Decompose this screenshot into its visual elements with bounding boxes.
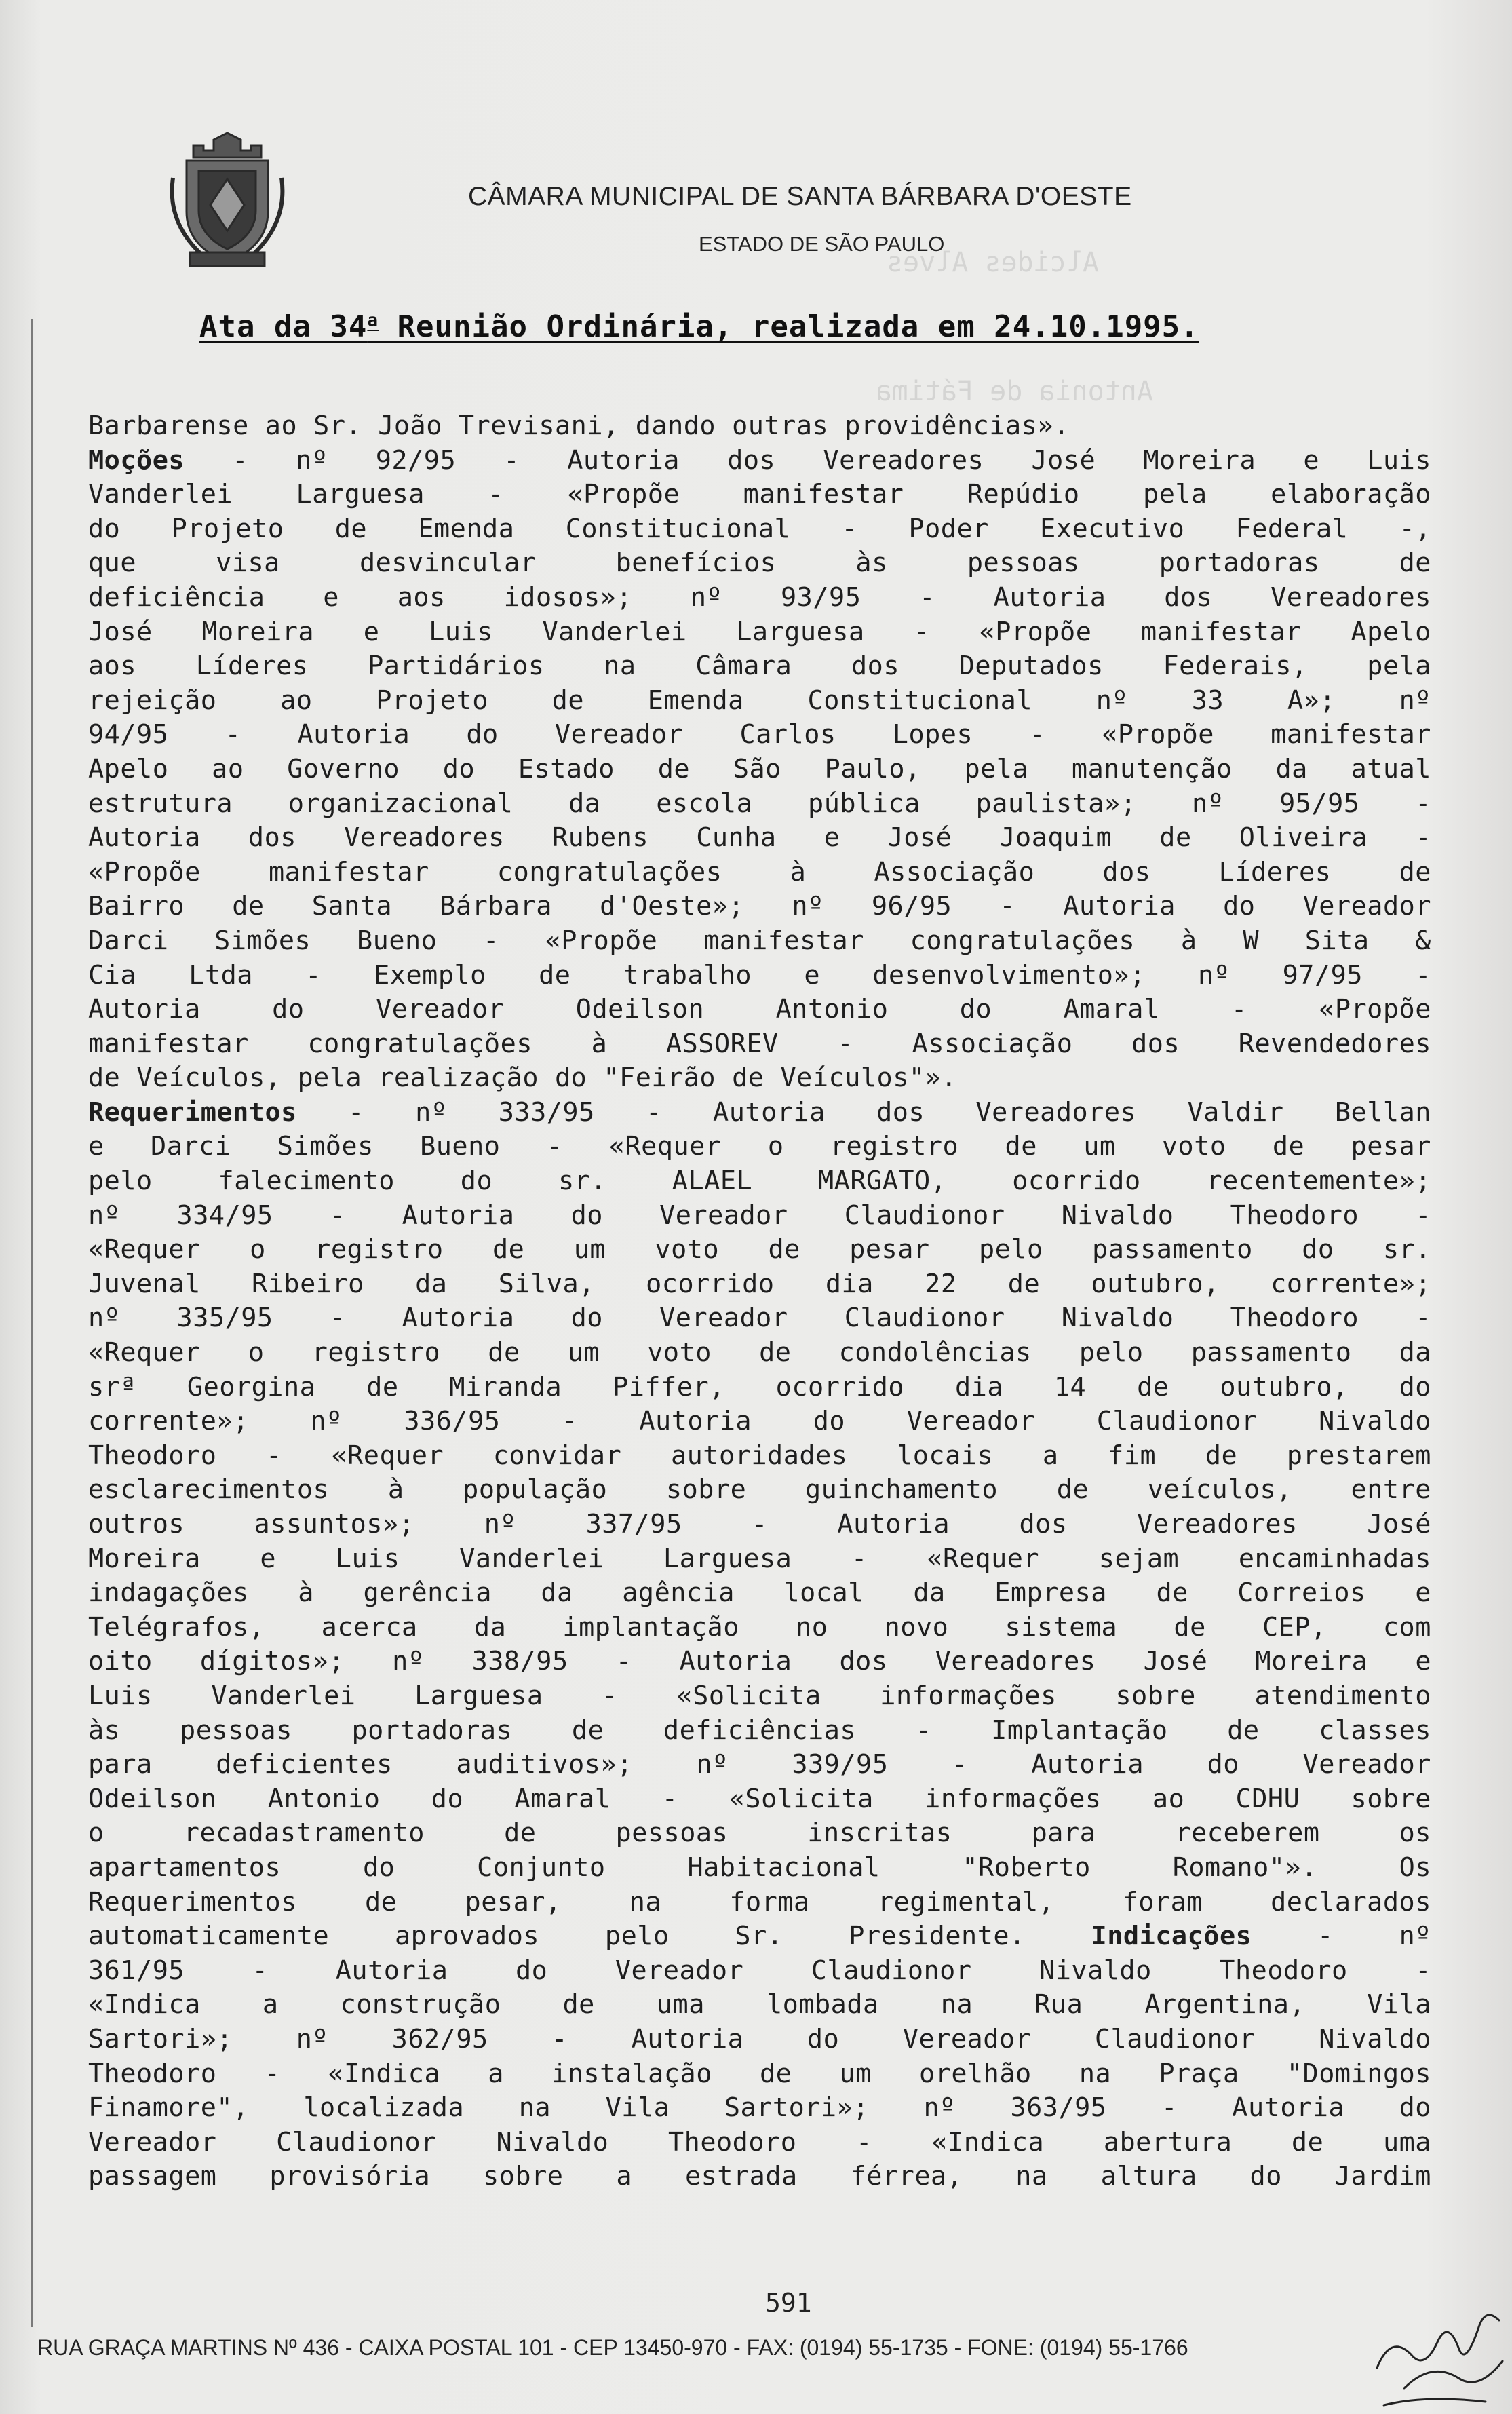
margin-line bbox=[31, 319, 33, 2327]
text-line: nº 335/95 - Autoria do Vereador Claudionor Nivaldo Theodoro - bbox=[88, 1303, 1431, 1334]
text-line: «Requer o registro de um voto de pesar pelo passamento do sr. bbox=[88, 1234, 1431, 1265]
text-line: aos Líderes Partidários na Câmara dos Deputados Federais, pela bbox=[88, 651, 1431, 682]
text-line: outros assuntos»; nº 337/95 - Autoria dos Vereadores José bbox=[88, 1509, 1431, 1539]
text-line: «Requer o registro de um voto de condolências pelo passamento da bbox=[88, 1337, 1431, 1368]
text-line: para deficientes auditivos»; nº 339/95 - Autoria do Vereador bbox=[88, 1749, 1431, 1780]
text-line: do Projeto de Emenda Constitucional - Poder Executivo Federal -, bbox=[88, 513, 1431, 544]
handwritten-signature bbox=[1363, 2259, 1512, 2414]
text-line: Darci Simões Bueno - «Propõe manifestar congratulações à W Sita & bbox=[88, 925, 1431, 956]
header-title: CÂMARA MUNICIPAL DE SANTA BÁRBARA D'OESTE bbox=[468, 182, 1132, 211]
text-line: «Propõe manifestar congratulações à Associação dos Líderes de bbox=[88, 856, 1431, 887]
text-line: Vereador Claudionor Nivaldo Theodoro - «Indica abertura de uma bbox=[88, 2126, 1431, 2158]
text-line: oito dígitos»; nº 338/95 - Autoria dos Vereadores José Moreira e bbox=[88, 1646, 1431, 1677]
text-line: Requerimentos de pesar, na forma regimental, foram declarados bbox=[88, 1886, 1431, 1917]
title-superscript: a bbox=[367, 310, 379, 331]
text-line: o recadastramento de pessoas inscritas para receberem os bbox=[88, 1818, 1431, 1849]
text-line: «Indica a construção de uma lombada na Rua Argentina, Vila bbox=[88, 1989, 1431, 2020]
text-line: manifestar congratulações à ASSOREV - Associação dos Revendedores bbox=[88, 1028, 1431, 1059]
text-line: nº 334/95 - Autoria do Vereador Claudionor Nivaldo Theodoro - bbox=[88, 1200, 1431, 1231]
page-number: 591 bbox=[765, 2288, 812, 2318]
text-line: que visa desvincular benefícios às pessoas portadoras de bbox=[88, 548, 1431, 579]
text-line: apartamentos do Conjunto Habitacional "Roberto Romano"». Os bbox=[88, 1852, 1431, 1883]
text-line: indagações à gerência da agência local da Empresa de Correios e bbox=[88, 1577, 1431, 1609]
text-line: Vanderlei Larguesa - «Propõe manifestar Repúdio pela elaboração bbox=[88, 479, 1431, 510]
text-line: estrutura organizacional da escola pública paulista»; nº 95/95 - bbox=[88, 788, 1431, 819]
text-line: Requerimentos - nº 333/95 - Autoria dos Vereadores Valdir Bellan bbox=[88, 1096, 1431, 1128]
text-line: Finamore", localizada na Vila Sartori»; nº 363/95 - Autoria do bbox=[88, 2092, 1431, 2124]
text-line: Apelo ao Governo do Estado de São Paulo, pela manutenção da atual bbox=[88, 753, 1431, 784]
footer-address: RUA GRAÇA MARTINS Nº 436 - CAIXA POSTAL 101 - CEP 13450-970 - FAX: (0194) 55-1735 - FONE: (0194) 55-1766 bbox=[37, 2335, 1188, 2360]
text-line: srª Georgina de Miranda Piffer, ocorrido dia 14 de outubro, do bbox=[88, 1371, 1431, 1402]
text-line: Moreira e Luis Vanderlei Larguesa - «Requer sejam encaminhadas bbox=[88, 1543, 1431, 1574]
text-line: Autoria do Vereador Odeilson Antonio do Amaral - «Propõe bbox=[88, 994, 1431, 1025]
text-line: Moções - nº 92/95 - Autoria dos Vereadores José Moreira e Luis bbox=[88, 444, 1431, 476]
text-line: Autoria dos Vereadores Rubens Cunha e José Joaquim de Oliveira - bbox=[88, 822, 1431, 854]
text-line: de Veículos, pela realização do "Feirão de Veículos"». bbox=[88, 1062, 957, 1094]
text-line: Luis Vanderlei Larguesa - «Solicita informações sobre atendimento bbox=[88, 1680, 1431, 1711]
document-body bbox=[88, 409, 1431, 2194]
svg-text:Alcides Alves: Alcides Alves bbox=[886, 247, 1099, 278]
text-line: rejeição ao Projeto de Emenda Constitucional nº 33 A»; nº bbox=[88, 685, 1431, 716]
text-line: Cia Ltda - Exemplo de trabalho e desenvolvimento»; nº 97/95 - bbox=[88, 959, 1431, 991]
text-line: corrente»; nº 336/95 - Autoria do Vereador Claudionor Nivaldo bbox=[88, 1406, 1431, 1437]
text-line: esclarecimentos à população sobre guinchamento de veículos, entre bbox=[88, 1474, 1431, 1506]
text-line: Juvenal Ribeiro da Silva, ocorrido dia 22 de outubro, corrente»; bbox=[88, 1268, 1431, 1299]
text-line: Bairro de Santa Bárbara d'Oeste»; nº 96/95 - Autoria do Vereador bbox=[88, 891, 1431, 922]
text-line: às pessoas portadoras de deficiências - Implantação de classes bbox=[88, 1714, 1431, 1746]
municipal-seal-icon bbox=[166, 130, 288, 271]
text-line: Telégrafos, acerca da implantação no novo sistema de CEP, com bbox=[88, 1611, 1431, 1643]
title-suffix: Reunião Ordinária, realizada em 24.10.1995. bbox=[379, 309, 1199, 344]
text-line: automaticamente aprovados pelo Sr. Presidente. Indicações - nº bbox=[88, 1921, 1431, 1952]
text-line: Barbarense ao Sr. João Trevisani, dando outras providências». bbox=[88, 410, 1070, 441]
text-line: passagem provisória sobre a estrada férrea, na altura do Jardim bbox=[88, 2161, 1431, 2192]
text-line: 94/95 - Autoria do Vereador Carlos Lopes - «Propõe manifestar bbox=[88, 719, 1431, 750]
document-title bbox=[199, 309, 1199, 344]
text-line: Odeilson Antonio do Amaral - «Solicita informações ao CDHU sobre bbox=[88, 1783, 1431, 1814]
text-line: 361/95 - Autoria do Vereador Claudionor Nivaldo Theodoro - bbox=[88, 1955, 1431, 1986]
header-subtitle: ESTADO DE SÃO PAULO bbox=[699, 232, 945, 256]
text-line: pelo falecimento do sr. ALAEL MARGATO, ocorrido recentemente»; bbox=[88, 1166, 1431, 1197]
svg-text:Antonia de Fátima: Antonia de Fátima bbox=[875, 376, 1153, 407]
text-line: e Darci Simões Bueno - «Requer o registro de um voto de pesar bbox=[88, 1131, 1431, 1162]
text-line: Theodoro - «Requer convidar autoridades locais a fim de prestarem bbox=[88, 1440, 1431, 1471]
text-line: Sartori»; nº 362/95 - Autoria do Vereador Claudionor Nivaldo bbox=[88, 2023, 1431, 2054]
text-line: deficiência e aos idosos»; nº 93/95 - Autoria dos Vereadores bbox=[88, 581, 1431, 613]
title-prefix: Ata da 34 bbox=[199, 309, 368, 344]
text-line: Theodoro - «Indica a instalação de um orelhão na Praça "Domingos bbox=[88, 2058, 1431, 2089]
text-line: José Moreira e Luis Vanderlei Larguesa - «Propõe manifestar Apelo bbox=[88, 616, 1431, 647]
